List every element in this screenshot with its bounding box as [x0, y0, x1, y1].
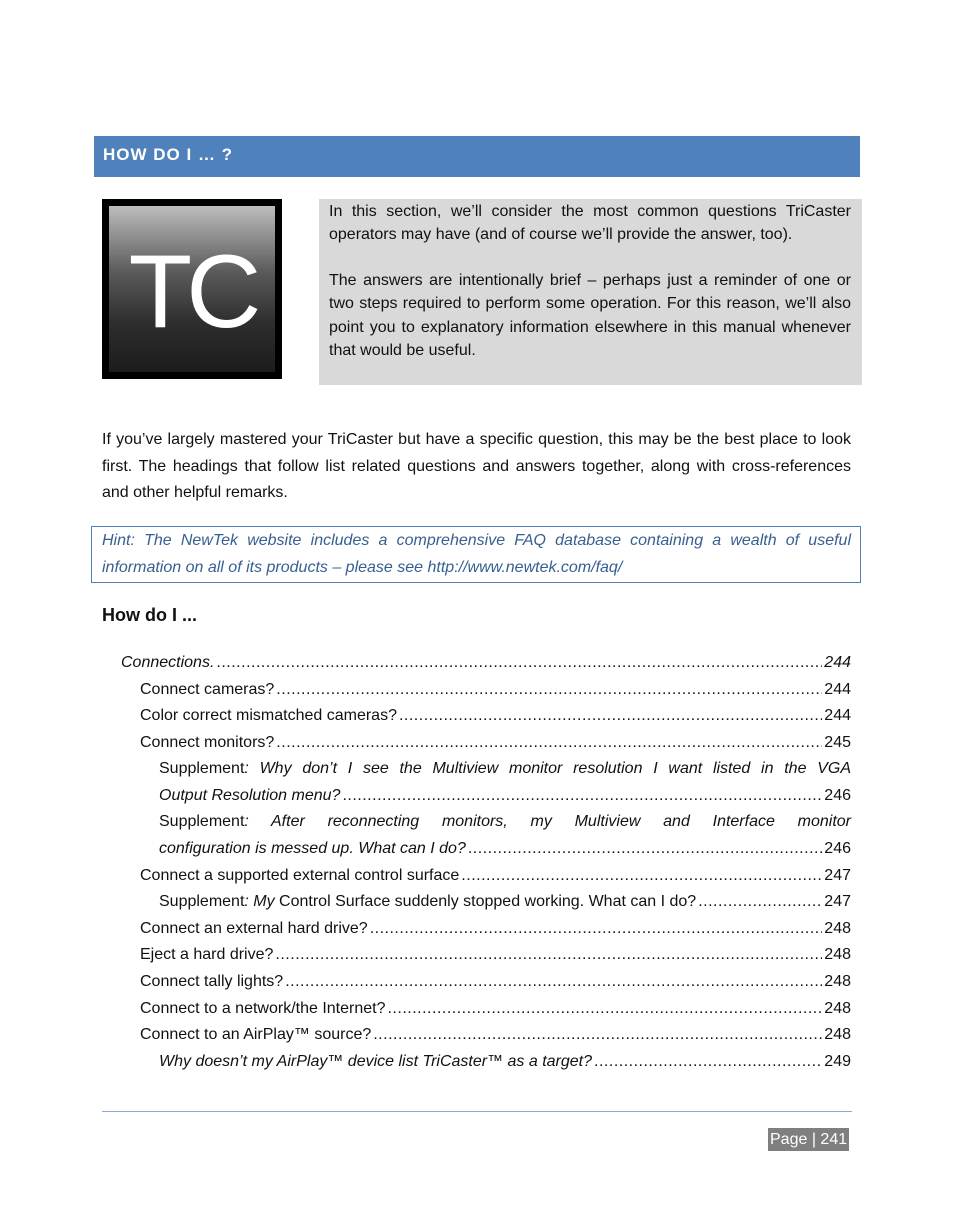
- toc-label: Eject a hard drive?: [140, 946, 274, 963]
- toc-page-number: 248: [824, 973, 851, 990]
- toc-label: configuration is messed up. What can I do?: [159, 839, 466, 857]
- toc-entry-control-surface[interactable]: [140, 863, 851, 890]
- toc-label-line-2: [159, 836, 851, 863]
- toc-label: Connect an external hard drive?: [140, 920, 368, 937]
- toc-entry-tally-lights[interactable]: [140, 969, 851, 996]
- toc-leader: [370, 916, 823, 943]
- toc-prefix: Supplement: [159, 760, 245, 777]
- toc-label-italic: : After reconnecting monitors, my Multiview and Interface monitor: [244, 813, 851, 830]
- toc-page-number: 249: [824, 1053, 851, 1070]
- toc-entry-connect-cameras[interactable]: [140, 677, 851, 704]
- lead-paragraph: If you’ve largely mastered your TriCaster but have a specific question, this may be the best place to look first. The headings that follow list related questions and answers together, along with cross-references and other helpful remarks.: [102, 431, 851, 501]
- toc-prefix: Supplement: [159, 813, 245, 830]
- toc-leader: [342, 783, 822, 810]
- intro-paragraph-2: The answers are intentionally brief – perhaps just a reminder of one or two steps required to perform some operation. For this reason, we’ll also point you to explanatory information elsewhere in this manual whenever that would be useful.: [329, 272, 851, 359]
- toc-label: Connect a supported external control surface: [140, 867, 460, 884]
- hint-text: Hint: The NewTek website includes a comprehensive FAQ database containing a wealth of useful information on all of its products – please see http://www.newtek.com/faq/: [102, 532, 851, 576]
- toc-prefix: Supplement: [159, 893, 245, 910]
- toc-label-italic: : My: [244, 893, 275, 910]
- section-title: HOW DO I … ?: [103, 145, 234, 164]
- toc-label-rest: Control Surface suddenly stopped working. What can I do?: [274, 893, 697, 910]
- toc-entry-supplement-vga[interactable]: [159, 756, 851, 810]
- toc-label: Connect to a network/the Internet?: [140, 1000, 386, 1017]
- intro-box: [319, 199, 862, 385]
- toc-page-number: 247: [824, 893, 851, 910]
- hint-box: [91, 526, 861, 583]
- toc-label-italic: : Why don’t I see the Multiview monitor resolution I want listed in the VGA: [244, 760, 851, 777]
- page-number-badge: Page | 241: [768, 1128, 849, 1151]
- toc-label: Connect tally lights?: [140, 973, 284, 990]
- toc-leader: [285, 969, 822, 996]
- tricaster-logo: [102, 199, 282, 379]
- toc-leader: [276, 730, 822, 757]
- section-header-band: [94, 136, 860, 177]
- toc-label-line-1: [159, 809, 851, 836]
- toc-page-number: 248: [824, 1026, 851, 1043]
- toc-leader: [216, 650, 822, 677]
- toc-page-number: 246: [824, 839, 851, 857]
- toc-label: Connect cameras?: [140, 681, 275, 698]
- toc-entry-supplement-control-surface[interactable]: [159, 889, 851, 916]
- toc-entry-external-hdd[interactable]: [140, 916, 851, 943]
- toc-leader: [275, 942, 822, 969]
- toc-leader: [373, 1022, 822, 1049]
- toc-label-line-1: [159, 756, 851, 783]
- toc-label: Connections.: [121, 654, 215, 671]
- toc-page-number: 248: [824, 920, 851, 937]
- toc-leader: [387, 996, 822, 1023]
- toc-label: Connect monitors?: [140, 734, 275, 751]
- toc-entry-airplay-target[interactable]: [159, 1049, 851, 1076]
- toc-page-number: 244: [824, 707, 851, 724]
- toc-leader: [468, 836, 822, 863]
- toc-page-number: 247: [824, 867, 851, 884]
- toc-entry-color-correct[interactable]: [140, 703, 851, 730]
- toc-entry-airplay[interactable]: [140, 1022, 851, 1049]
- toc-entry-network[interactable]: [140, 996, 851, 1023]
- toc-entry-connections[interactable]: [121, 650, 851, 677]
- toc-leader: [594, 1049, 822, 1076]
- toc-label: [159, 889, 696, 916]
- toc-label: Output Resolution menu?: [159, 786, 341, 804]
- footer-rule: [102, 1111, 852, 1112]
- toc-leader: [698, 889, 822, 916]
- toc-leader: [461, 863, 822, 890]
- toc-entry-eject-hdd[interactable]: [140, 942, 851, 969]
- logo-text: TC: [128, 234, 256, 350]
- toc-label: Connect to an AirPlay™ source?: [140, 1026, 372, 1043]
- toc-label-line-2: [159, 783, 851, 810]
- toc-page-number: 248: [824, 1000, 851, 1017]
- toc-entry-supplement-monitor-config[interactable]: [159, 809, 851, 863]
- toc-page-number: 248: [824, 946, 851, 963]
- toc-leader: [276, 677, 822, 704]
- toc-page-number: 244: [824, 654, 851, 671]
- toc-page-number: 246: [824, 786, 851, 804]
- toc-entry-connect-monitors[interactable]: [140, 730, 851, 757]
- toc-label: Why doesn’t my AirPlay™ device list TriCaster™ as a target?: [159, 1053, 593, 1070]
- section-heading: How do I ...: [102, 605, 197, 625]
- toc-leader: [399, 703, 822, 730]
- toc-label: Color correct mismatched cameras?: [140, 707, 397, 724]
- toc-page-number: 244: [824, 681, 851, 698]
- logo-gradient: [109, 206, 275, 372]
- intro-paragraph-1: In this section, we’ll consider the most common questions TriCaster operators may have (and of course we’ll provide the answer, too).: [329, 203, 851, 244]
- toc-page-number: 245: [824, 734, 851, 751]
